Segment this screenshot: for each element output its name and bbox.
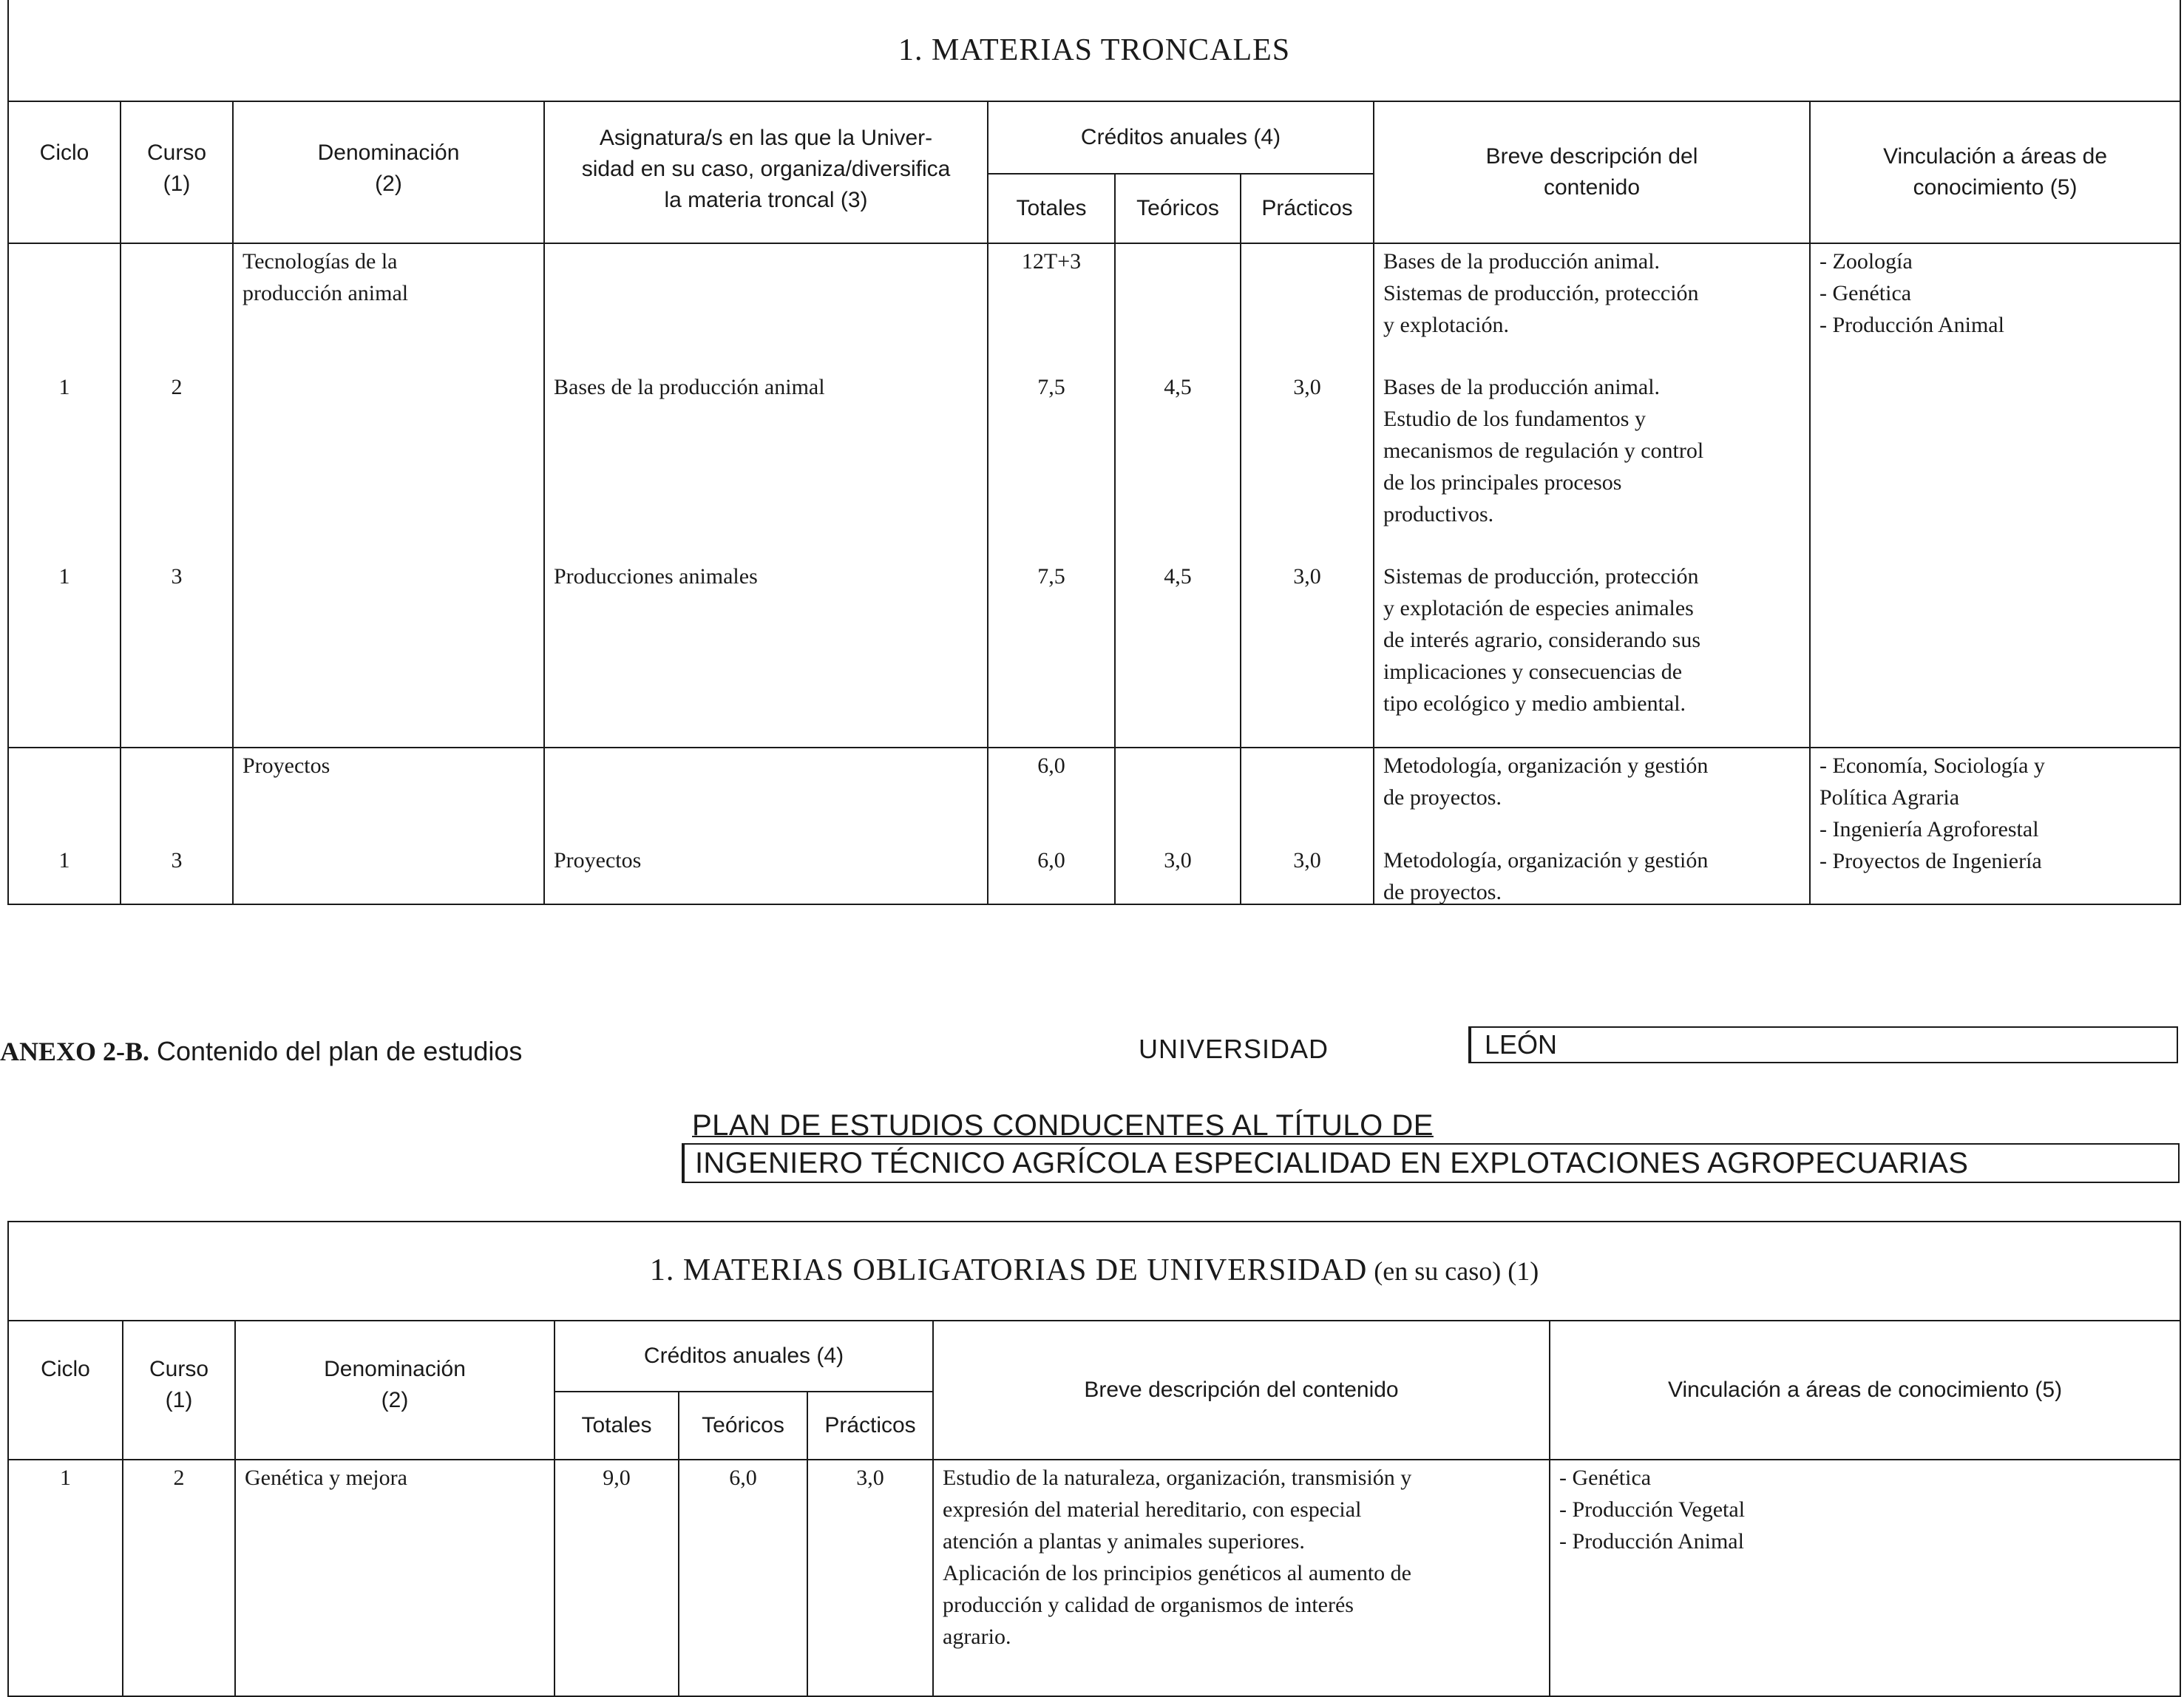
g1-totales-cell bbox=[988, 243, 1115, 748]
header-curso bbox=[121, 101, 233, 243]
header-asignaturas bbox=[544, 101, 988, 243]
table2-title-text: 1. MATERIAS OBLIGATORIAS DE UNIVERSIDAD bbox=[649, 1253, 1368, 1287]
annex-text: Contenido del plan de estudios bbox=[149, 1036, 523, 1066]
g2-totales-cell bbox=[988, 748, 1115, 904]
g1-row1-practicos: 3,0 bbox=[1293, 375, 1321, 399]
g2-descripcion-cell bbox=[1374, 748, 1810, 904]
g2-vinculacion-cell bbox=[1810, 748, 2180, 904]
universidad-label: UNIVERSIDAD bbox=[1139, 1034, 1329, 1064]
header-teoricos: Teóricos bbox=[1115, 174, 1241, 243]
header-practicos: Prácticos bbox=[1241, 174, 1374, 243]
t2-row1-denominacion: Genética y mejora bbox=[235, 1460, 555, 1696]
header-curso-text: Curso (1) bbox=[146, 140, 207, 196]
table2-title-suffix: (en su caso) (1) bbox=[1367, 1256, 1539, 1286]
g1-row2-totales: 7,5 bbox=[1037, 564, 1065, 589]
g1-asignatura-cell bbox=[544, 243, 988, 748]
table1-title bbox=[8, 0, 2180, 101]
materias-obligatorias-table bbox=[7, 1221, 2181, 1697]
g1-totales: 12T+3 bbox=[1021, 249, 1082, 274]
g1-row1-teoricos: 4,5 bbox=[1164, 375, 1192, 399]
g1-vinculacion-cell bbox=[1810, 243, 2180, 748]
g2-practicos: 3,0 bbox=[1293, 848, 1321, 873]
g2-teoricos-cell bbox=[1115, 748, 1241, 904]
g2-denominacion: Proyectos bbox=[243, 753, 330, 778]
g1-row2-asignatura: Producciones animales bbox=[554, 564, 758, 589]
g1-row2-practicos: 3,0 bbox=[1293, 564, 1321, 589]
t2-row1-practicos: 3,0 bbox=[807, 1460, 933, 1696]
g2-ciclo: 1 bbox=[58, 848, 70, 873]
g1-denominacion: Tecnologías de la producción animal bbox=[243, 249, 409, 305]
g1-ciclo-cell bbox=[8, 243, 121, 748]
header-vinculacion-text: Vinculación a áreas de conocimiento (5) bbox=[1883, 144, 2108, 200]
t2-row1-teoricos: 6,0 bbox=[679, 1460, 807, 1696]
g2-denominacion-cell bbox=[233, 748, 544, 904]
plan-label: PLAN DE ESTUDIOS CONDUCENTES AL TÍTULO DE bbox=[692, 1109, 1434, 1142]
table2-title bbox=[8, 1222, 2180, 1321]
t2-table-row bbox=[8, 1460, 2180, 1696]
header-descripcion-text: Breve descripción del contenido bbox=[1485, 144, 1698, 200]
g1-teoricos-cell bbox=[1115, 243, 1241, 748]
universidad-field: LEÓN bbox=[1468, 1026, 2178, 1063]
t2-header-denominacion bbox=[235, 1321, 555, 1460]
g2-vinculacion: - Economía, Sociología y Política Agraria - Ingeniería Agroforestal - Proyectos de Ingeniería bbox=[1820, 753, 2045, 873]
t2-header-descripcion: Breve descripción del contenido bbox=[933, 1321, 1550, 1460]
t2-header-curso bbox=[123, 1321, 235, 1460]
g2-curso: 3 bbox=[171, 848, 183, 873]
t2-row1-curso: 2 bbox=[123, 1460, 235, 1696]
g2-descripcion-group: Metodología, organización y gestión de proyectos. bbox=[1383, 753, 1709, 810]
g2-descripcion: Metodología, organización y gestión de proyectos. bbox=[1383, 848, 1709, 904]
g1-row1-ciclo: 1 bbox=[58, 375, 70, 399]
g1-row2-teoricos: 4,5 bbox=[1164, 564, 1192, 589]
table1-title-text: 1. MATERIAS TRONCALES bbox=[898, 33, 1291, 67]
t2-header-curso-text: Curso (1) bbox=[149, 1357, 209, 1412]
t2-row1-ciclo: 1 bbox=[8, 1460, 123, 1696]
header-creditos: Créditos anuales (4) bbox=[988, 101, 1374, 174]
g1-row1-descripcion: Bases de la producción animal. Estudio de los fundamentos y mecanismos de regulación y control de los principales procesos productivos. bbox=[1383, 375, 1704, 526]
t2-header-ciclo: Ciclo bbox=[8, 1321, 123, 1460]
g2-totales-group: 6,0 bbox=[1037, 753, 1065, 778]
annex-heading bbox=[0, 1036, 522, 1067]
g2-curso-cell bbox=[121, 748, 233, 904]
t2-header-vinculacion: Vinculación a áreas de conocimiento (5) bbox=[1550, 1321, 2180, 1460]
materias-troncales-table bbox=[7, 0, 2181, 905]
g2-practicos-cell bbox=[1241, 748, 1374, 904]
g1-row1-asignatura: Bases de la producción animal bbox=[554, 375, 825, 399]
g1-row2-curso: 3 bbox=[171, 564, 183, 589]
g2-ciclo-cell bbox=[8, 748, 121, 904]
g1-descripcion-cell bbox=[1374, 243, 1810, 748]
t2-row1-totales: 9,0 bbox=[555, 1460, 679, 1696]
t2-header-practicos: Prácticos bbox=[807, 1392, 933, 1460]
t2-row1-descripcion: Estudio de la naturaleza, organización, transmisión y expresión del material hereditario, con especial atención a plantas y animales superiores. Aplicación de los principios genéticos al aumento de producción y calidad de organismos de interés agrario. bbox=[933, 1460, 1550, 1696]
g1-row1-curso: 2 bbox=[171, 375, 183, 399]
header-vinculacion bbox=[1810, 101, 2180, 243]
header-ciclo: Ciclo bbox=[8, 101, 121, 243]
header-asignaturas-text: Asignatura/s en las que la Univer- sidad en su caso, organiza/diversifica la materia troncal (3) bbox=[581, 126, 951, 212]
g2-asignatura: Proyectos bbox=[554, 848, 642, 873]
header-denominacion bbox=[233, 101, 544, 243]
g2-totales: 6,0 bbox=[1037, 848, 1065, 873]
g2-teoricos: 3,0 bbox=[1164, 848, 1192, 873]
header-descripcion bbox=[1374, 101, 1810, 243]
titulo-field: INGENIERO TÉCNICO AGRÍCOLA ESPECIALIDAD EN EXPLOTACIONES AGROPECUARIAS bbox=[682, 1143, 2180, 1183]
t2-header-totales: Totales bbox=[555, 1392, 679, 1460]
t2-header-creditos: Créditos anuales (4) bbox=[555, 1321, 933, 1392]
header-totales: Totales bbox=[988, 174, 1115, 243]
g2-asignatura-cell bbox=[544, 748, 988, 904]
g1-vinculacion: - Zoología - Genética - Producción Animal bbox=[1820, 249, 2004, 337]
g1-curso-cell bbox=[121, 243, 233, 748]
g1-descripcion: Bases de la producción animal. Sistemas de producción, protección y explotación. bbox=[1383, 249, 1699, 337]
g1-practicos-cell bbox=[1241, 243, 1374, 748]
t2-row1-vinculacion: - Genética - Producción Vegetal - Producción Animal bbox=[1550, 1460, 2180, 1696]
annex-label: ANEXO 2-B. bbox=[0, 1037, 150, 1066]
g1-row1-totales: 7,5 bbox=[1037, 375, 1065, 399]
g1-row2-ciclo: 1 bbox=[58, 564, 70, 589]
g1-row2-descripcion: Sistemas de producción, protección y explotación de especies animales de interés agrario, considerando sus implicaciones y consecuencias de tipo ecológico y medio ambiental. bbox=[1383, 564, 1701, 716]
t2-header-denominacion-text: Denominación (2) bbox=[324, 1357, 466, 1412]
header-denominacion-text: Denominación (2) bbox=[317, 140, 460, 196]
g1-denominacion-cell bbox=[233, 243, 544, 748]
t2-header-teoricos: Teóricos bbox=[679, 1392, 807, 1460]
